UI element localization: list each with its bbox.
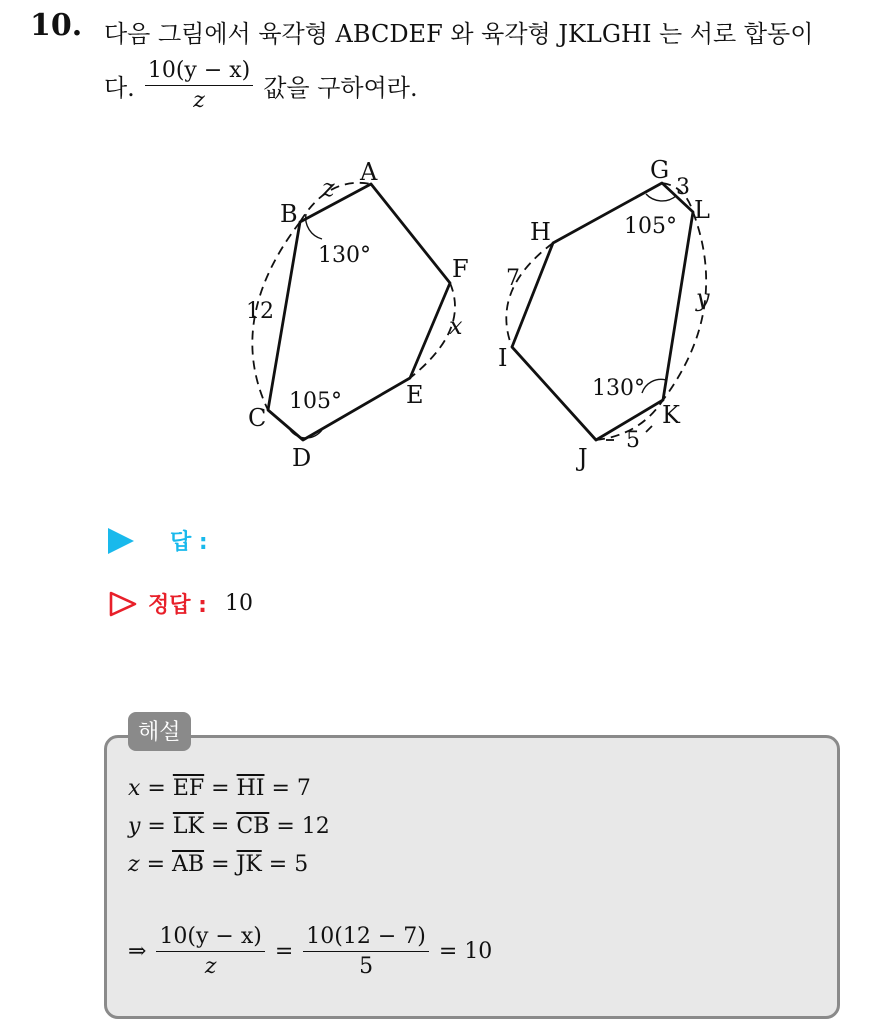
hexagon-figure (0, 0, 884, 500)
correct-answer-value: 10 (224, 591, 253, 616)
side-gl-label: 3 (676, 175, 690, 200)
expr-denominator: z (193, 88, 205, 114)
side-lk-label: y (696, 284, 710, 312)
side-hi-label: 7 (506, 266, 520, 291)
final-fraction-1: $\frac{10(y - x)}{z}$ (156, 924, 264, 980)
angle-g-label: 105° (624, 214, 677, 239)
implies-arrow-icon: ⇒ (128, 939, 147, 965)
solution-line-z: $z = \overline{AB} = \overline{JK} = 5$ (128, 852, 309, 877)
outline-triangle-icon (108, 590, 138, 618)
angle-k-label: 130° (592, 376, 645, 401)
dash-mark-k (646, 426, 652, 432)
label-j: J (578, 444, 588, 472)
label-b: B (280, 200, 298, 228)
question-number: 10. (30, 8, 83, 43)
question-text-line1: 다음 그림에서 육각형 ABCDEF 와 육각형 JKLGHI 는 서로 합동이 (104, 20, 814, 48)
angle-arc-g (646, 194, 676, 201)
solution-line-x: $x = \overline{EF} = \overline{HI} = 7$ (128, 776, 311, 801)
label-l: L (694, 196, 710, 224)
label-e: E (406, 381, 424, 409)
expr-numerator: 10(y − x) (145, 58, 253, 86)
side-bc-label: 12 (246, 299, 274, 324)
side-ab-label: z (322, 174, 335, 202)
angle-arc-k (642, 379, 666, 393)
label-i: I (498, 344, 508, 372)
final-fraction-2: $\frac{10(12 - 7)}{5}$ (303, 924, 429, 980)
solution-final: ⇒ $\frac{10(y - x)}{z}$ = $\frac{10(12 - 7)}{5}$ = 10 (128, 924, 493, 980)
solution-tag: 해설 (128, 712, 191, 751)
side-ef-label: x (449, 312, 463, 340)
solution-line-y: $y = \overline{LK} = \overline{CB} = 12$ (128, 814, 330, 839)
label-a: A (360, 158, 378, 186)
question-prefix: 다. (104, 74, 135, 103)
label-h: H (530, 218, 551, 246)
answer-label: 답 : (170, 530, 208, 555)
label-c: C (248, 404, 267, 432)
question-suffix: 값을 구하여라. (263, 74, 418, 103)
answer-row (108, 525, 208, 556)
angle-d-label: 105° (289, 389, 342, 414)
label-k: K (662, 401, 680, 429)
label-f: F (452, 255, 469, 283)
angle-b-label: 130° (318, 243, 371, 268)
final-result: 10 (464, 939, 493, 965)
play-triangle-icon (108, 528, 134, 554)
correct-answer-row (108, 588, 253, 619)
side-jk-label: 5 (626, 428, 640, 453)
label-g: G (650, 156, 670, 184)
label-d: D (292, 444, 312, 472)
correct-answer-label: 정답 : (148, 593, 207, 618)
